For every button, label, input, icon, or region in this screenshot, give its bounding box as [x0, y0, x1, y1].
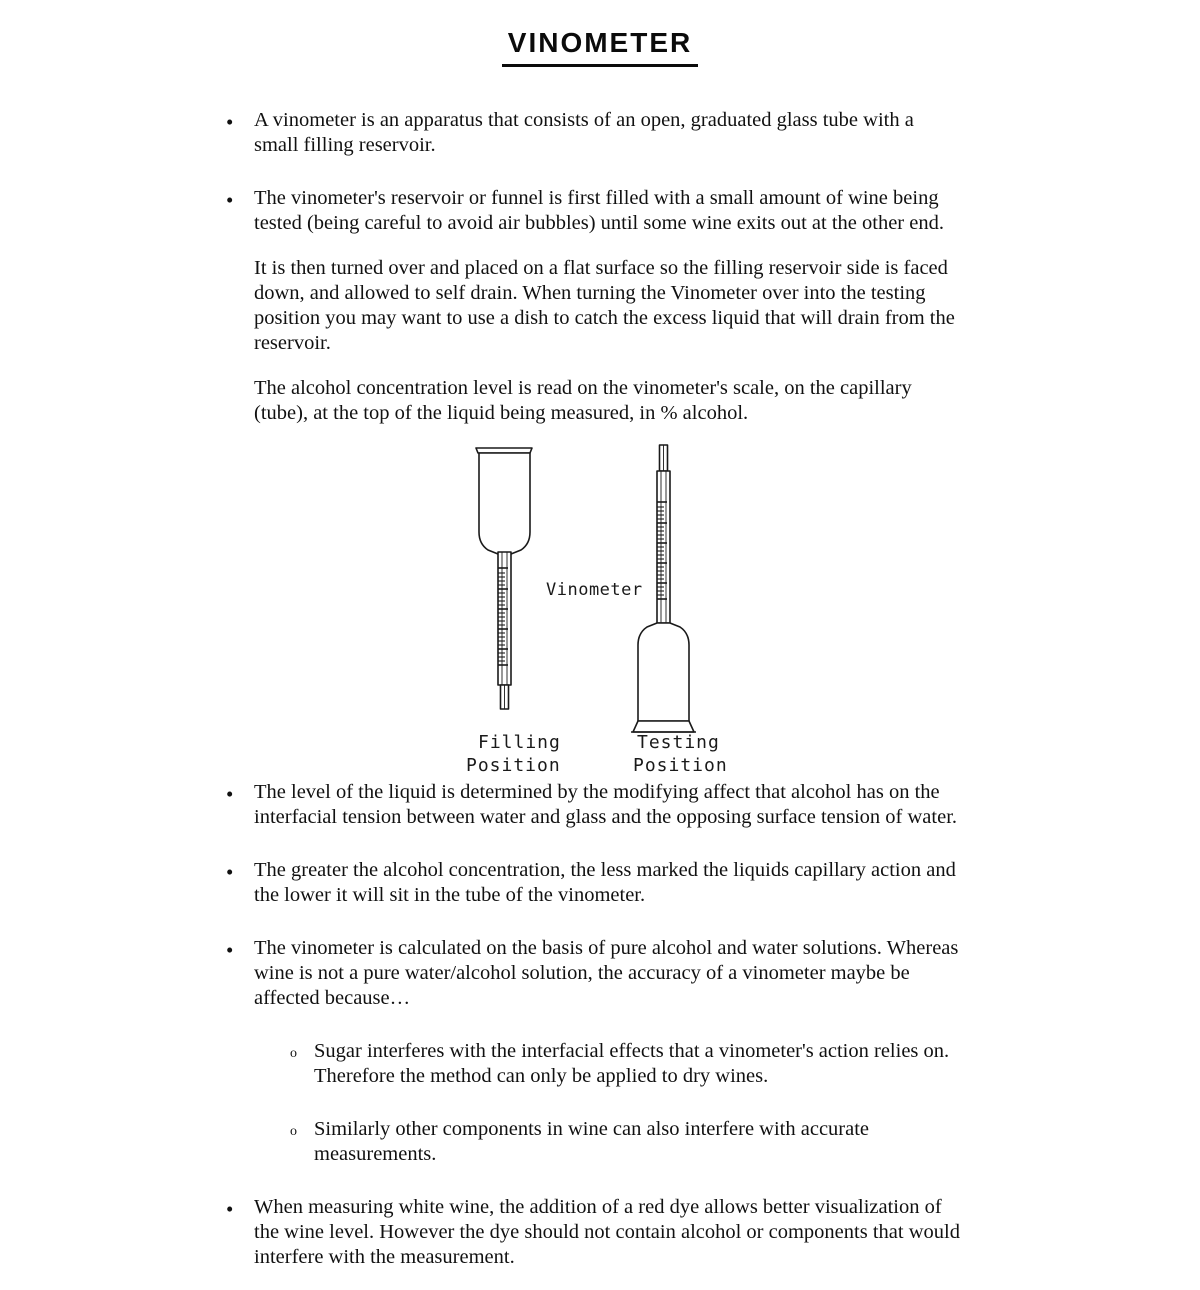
- list-item-text: The vinometer is calculated on the basis of pure alcohol and water solutions. Whereas wine is not a pure water/alcohol solution, the accuracy of a vinometer maybe be affected because…: [254, 937, 959, 1009]
- bullet-marker-icon: •: [226, 188, 234, 212]
- paragraph-turned-over: It is then turned over and placed on a flat surface so the filling reservoir side is faced down, and allowed to self drain. When turning the Vinometer over into the testing position you may want to use a dish to catch the excess liquid that will drain from the reservoir.: [254, 257, 955, 354]
- list-item-text: A vinometer is an apparatus that consists of an open, graduated glass tube with a small filling reservoir.: [254, 109, 914, 156]
- list-item: [0, 186, 1200, 236]
- spacer: [0, 928, 1200, 936]
- paragraph-alcohol-reading: The alcohol concentration level is read on the vinometer's scale, on the capillary (tube), at the top of the liquid being measured, in % alcohol.: [254, 377, 912, 424]
- document-body: [0, 108, 1200, 1290]
- page-title-container: [0, 16, 1200, 67]
- bullet-marker-icon: •: [226, 938, 234, 962]
- list-item-text: The greater the alcohol concentration, the less marked the liquids capillary action and the lower it will sit in the tube of the vinometer.: [254, 859, 956, 906]
- vinometer-diagram-svg: [0, 440, 1200, 780]
- list-item: [0, 108, 1200, 158]
- sub-list-item-text: Similarly other components in wine can also interfere with accurate measurements.: [314, 1118, 870, 1165]
- testing-position-label-line1: Testing: [637, 732, 720, 753]
- bullet-marker-icon: •: [226, 860, 234, 884]
- reservoir-body-right: [638, 623, 689, 721]
- filling-position-device: [476, 448, 532, 709]
- list-item: [0, 780, 1200, 830]
- vinometer-diagram: [0, 440, 1200, 780]
- testing-position-label-line2: Position: [633, 755, 728, 776]
- sub-bullet-marker-icon: o: [290, 1124, 297, 1139]
- spacer: [0, 1109, 1200, 1117]
- spacer: [0, 178, 1200, 186]
- spacer: [0, 850, 1200, 858]
- sub-list-item-text: Sugar interferes with the interfacial effects that a vinometer's action relies on. Therefore the method can only be applied to dry wines.: [314, 1040, 950, 1087]
- funnel-body-left: [479, 453, 530, 554]
- filling-position-label-line1: Filling: [478, 732, 561, 753]
- figure-center-caption: Vinometer: [546, 580, 643, 600]
- list-item-text: The vinometer's reservoir or funnel is first filled with a small amount of wine being tested (being careful to avoid air bubbles) until some wine exits out at the other end.: [254, 187, 944, 234]
- list-item-text: The level of the liquid is determined by the modifying affect that alcohol has on the interfacial tension between water and glass and the opposing surface tension of water.: [254, 781, 958, 828]
- list-item-text: When measuring white wine, the addition of a red dye allows better visualization of the wine level. However the dye should not contain alcohol or components that would interfere with the measurement.: [254, 1196, 960, 1268]
- bullet-marker-icon: •: [226, 110, 234, 134]
- sub-bullet-marker-icon: o: [290, 1046, 297, 1061]
- page-title: vinometer: [502, 16, 698, 67]
- bullet-marker-icon: •: [226, 782, 234, 806]
- list-item: [0, 858, 1200, 908]
- spacer: [0, 1187, 1200, 1195]
- list-item: [0, 1195, 1200, 1270]
- base-foot-right: [633, 721, 694, 732]
- bullet-marker-icon: •: [226, 1197, 234, 1221]
- sub-list-item: [0, 1117, 1200, 1167]
- spacer: [0, 1031, 1200, 1039]
- list-item: [0, 936, 1200, 1011]
- filling-position-label-line2: Position: [466, 755, 561, 776]
- sub-list-item: [0, 1039, 1200, 1089]
